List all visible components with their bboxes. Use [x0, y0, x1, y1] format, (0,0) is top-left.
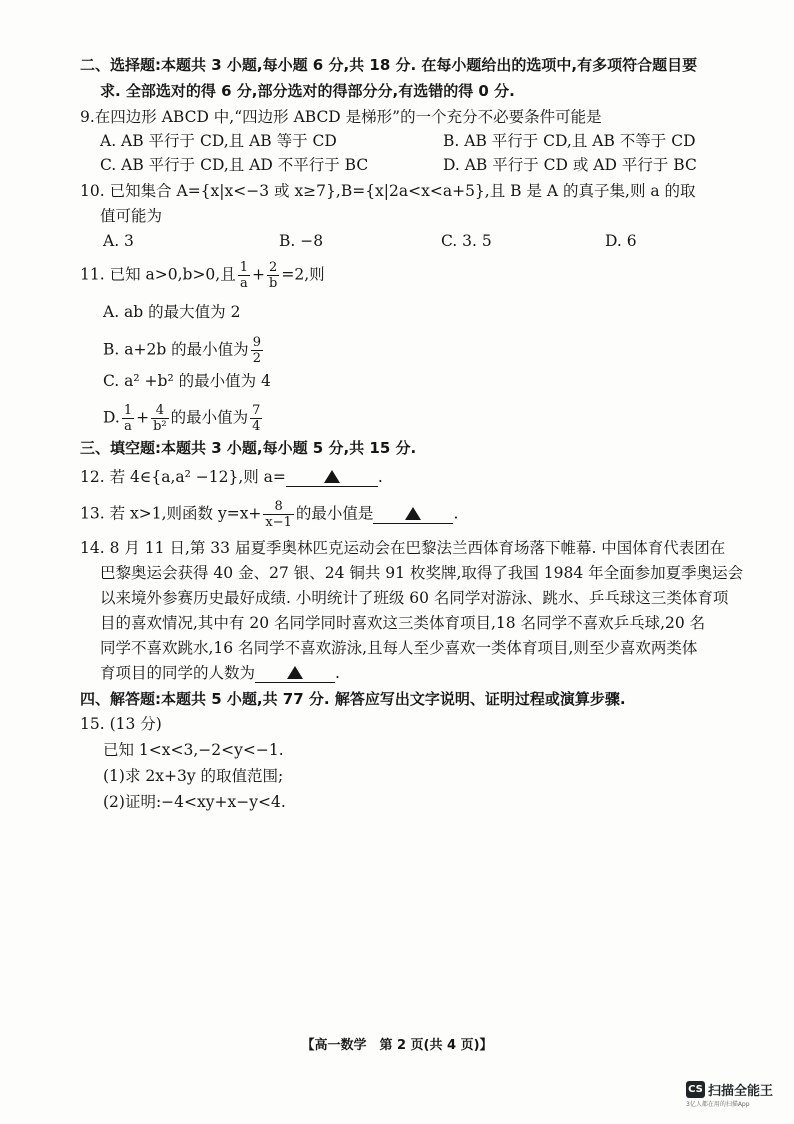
- q15-part-1: (1)求 2x+3y 的取值范围;: [103, 767, 284, 785]
- q13-text-mid: 的最小值是: [295, 504, 374, 523]
- denominator: x−1: [265, 515, 292, 530]
- page-footer: 【高一数学 第 2 页(共 4 页)】: [301, 1038, 493, 1053]
- q9-stem: 9.在四边形 ABCD 中,“四边形 ABCD 是梯形”的一个充分不必要条件可能是: [80, 108, 602, 126]
- q14-line-6: [100, 661, 340, 685]
- watermark-tagline: 3亿人都在用的扫描App: [686, 1101, 750, 1108]
- section-2-heading-line-2: 求. 全部选对的得 6 分,部分选对的得部分分,有选错的得 0 分.: [100, 82, 515, 100]
- denominator: a: [239, 276, 248, 291]
- q11-option-d-fraction-2: [151, 403, 169, 434]
- triangle-icon: [287, 666, 303, 679]
- q11-stem-post: =2,则: [281, 265, 325, 284]
- q11-option-d-text: 的最小值为: [170, 408, 249, 427]
- q11-fraction-2: [267, 260, 279, 291]
- denominator: 4: [252, 419, 261, 434]
- q11-fraction-1: [238, 260, 250, 291]
- q10-stem-line-2: 值可能为: [100, 207, 163, 225]
- q15-part-2: (2)证明:−4<xy+x−y<4.: [103, 793, 286, 811]
- camscanner-logo-icon: CS: [686, 1081, 705, 1098]
- numerator: 4: [151, 403, 169, 419]
- plus-sign: +: [136, 408, 150, 427]
- denominator: a: [124, 419, 132, 434]
- section-4-heading: 四、解答题:本题共 5 小题,共 77 分. 解答应写出文字说明、证明过程或演算步骤.: [80, 690, 626, 708]
- q9-option-a: A. AB 平行于 CD,且 AB 等于 CD: [100, 132, 337, 150]
- scanner-watermark: [686, 1079, 774, 1108]
- section-3-heading: 三、填空题:本题共 3 小题,每小题 5 分,共 15 分.: [80, 439, 417, 457]
- q14-line-4: 目的喜欢情况,其中有 20 名同学同时喜欢这三类体育项目,18 名同学不喜欢乒乓球,20 名: [100, 614, 706, 632]
- q11-option-d-label: D.: [103, 408, 120, 427]
- q13-text-pre: 13. 若 x>1,则函数 y=x+: [80, 504, 262, 523]
- q11-option-d-fraction-1: [122, 403, 134, 434]
- q14-line-5: 同学不喜欢跳水,16 名同学不喜欢游泳,且每人至少喜欢一类体育项目,则至少喜欢两类体: [100, 639, 698, 657]
- q13-answer-blank[interactable]: [373, 505, 453, 524]
- triangle-icon: [405, 507, 421, 520]
- q10-option-b: B. −8: [279, 232, 324, 250]
- numerator: 1: [239, 260, 249, 275]
- q13: [80, 499, 458, 530]
- q14-period: .: [335, 664, 340, 682]
- numerator: 2: [267, 260, 279, 276]
- q11-option-b-text: B. a+2b 的最小值为: [103, 340, 249, 359]
- q15-given: 已知 1<x<3,−2<y<−1.: [103, 741, 284, 759]
- q11-option-b: [103, 335, 265, 366]
- q11-option-d-fraction-3: [250, 403, 262, 434]
- denominator: 2: [252, 351, 261, 366]
- denominator: b²: [153, 419, 167, 434]
- numerator: 7: [252, 403, 261, 418]
- triangle-icon: [324, 470, 340, 483]
- q11-stem-pre: 11. 已知 a>0,b>0,且: [80, 265, 236, 284]
- q11-option-c: C. a² +b² 的最小值为 4: [103, 372, 271, 390]
- q12: [80, 465, 383, 489]
- q15-heading: 15. (13 分): [80, 715, 162, 733]
- q14-line-1: 14. 8 月 11 日,第 33 届夏季奥林匹克运动会在巴黎法兰西体育场落下帷幕. 中国体育代表团在: [80, 539, 726, 557]
- watermark-app-name: 扫描全能王: [708, 1084, 774, 1099]
- q11-option-a: A. ab 的最大值为 2: [103, 303, 241, 321]
- q14-line-2: 巴黎奥运会获得 40 金、27 银、24 铜共 91 枚奖牌,取得了我国 1984 年全面参加夏季奥运会: [100, 564, 744, 582]
- q9-option-d: D. AB 平行于 CD 或 AD 平行于 BC: [443, 156, 697, 174]
- q10-stem-line-1: 10. 已知集合 A={x|x<−3 或 x≥7},B={x|2a<x<a+5},且 B 是 A 的真子集,则 a 的取: [80, 182, 696, 200]
- q14-line-3: 以来境外参赛历史最好成绩. 小明统计了班级 60 名同学对游泳、跳水、乒乓球这三类体育项: [100, 589, 729, 607]
- q12-text: 12. 若 4∈{a,a² −12},则 a=: [80, 468, 286, 486]
- numerator: 8: [263, 499, 294, 515]
- plus-sign: +: [252, 265, 266, 284]
- q13-period: .: [453, 504, 459, 523]
- q10-option-a: A. 3: [103, 232, 134, 250]
- numerator: 9: [252, 335, 261, 350]
- q11-option-d: [103, 403, 264, 434]
- q12-answer-blank[interactable]: [286, 468, 378, 487]
- q11-option-b-fraction: [251, 335, 263, 366]
- q11-stem: [80, 260, 325, 291]
- q10-option-d: D. 6: [605, 232, 637, 250]
- q9-option-c: C. AB 平行于 CD,且 AD 不平行于 BC: [100, 156, 369, 174]
- q9-option-b: B. AB 平行于 CD,且 AB 不等于 CD: [443, 132, 696, 150]
- q13-fraction: [263, 499, 294, 530]
- q12-period: .: [377, 468, 383, 486]
- numerator: 1: [123, 403, 133, 418]
- denominator: b: [269, 276, 278, 291]
- section-2-heading-line-1: 二、选择题:本题共 3 小题,每小题 6 分,共 18 分. 在每小题给出的选项中,有多项符合题目要: [80, 56, 698, 74]
- q14-answer-blank[interactable]: [255, 664, 335, 683]
- q10-option-c: C. 3. 5: [441, 232, 492, 250]
- q14-line-6-text: 育项目的同学的人数为: [100, 664, 256, 682]
